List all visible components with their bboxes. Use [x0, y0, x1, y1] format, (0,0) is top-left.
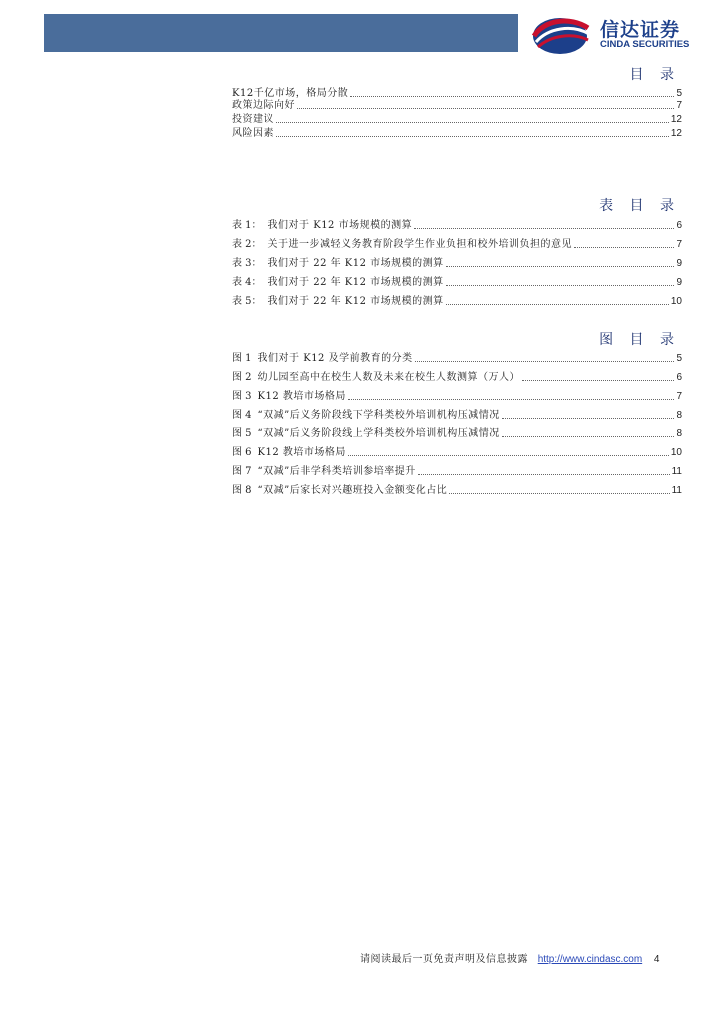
- table-toc-label: 我们对于 22 年 K12 市场规模的测算: [267, 296, 444, 307]
- leader-dots: [348, 399, 675, 400]
- table-toc-page: 9: [676, 277, 682, 288]
- table-toc-item[interactable]: [232, 216, 682, 232]
- figure-number: 图 1: [232, 353, 252, 364]
- table-toc-label: 我们对于 22 年 K12 市场规模的测算: [267, 258, 444, 269]
- leader-dots: [446, 304, 669, 305]
- leader-dots: [415, 361, 675, 362]
- toc-item-page: 7: [676, 100, 682, 111]
- leader-dots: [502, 436, 675, 437]
- figure-toc-label: “双减”后义务阶段线下学科类校外培训机构压减情况: [257, 410, 500, 421]
- toc-title: 目 录: [629, 67, 680, 83]
- figure-toc-item[interactable]: [232, 424, 682, 440]
- figure-number: 图 4: [232, 410, 252, 421]
- table-toc-label: 我们对于 K12 市场规模的测算: [267, 220, 413, 231]
- table-toc-page: 9: [676, 258, 682, 269]
- toc-item-page: 12: [670, 128, 682, 139]
- table-toc-item[interactable]: [232, 235, 682, 251]
- leader-dots: [418, 474, 670, 475]
- figure-toc-item[interactable]: [232, 443, 682, 459]
- leader-dots: [502, 418, 675, 419]
- table-toc-item[interactable]: [232, 254, 682, 270]
- tables-toc-title: 表 目 录: [599, 198, 680, 214]
- figure-toc-item[interactable]: [232, 349, 682, 365]
- table-number: 表 5：: [232, 296, 262, 307]
- leader-dots: [574, 247, 674, 248]
- figure-number: 图 7: [232, 466, 252, 477]
- leader-dots: [276, 136, 669, 137]
- website-link[interactable]: http://www.cindasc.com: [537, 954, 643, 965]
- figure-toc-page: 11: [671, 485, 682, 496]
- figure-toc-item[interactable]: [232, 368, 682, 384]
- table-toc-page: 7: [676, 239, 682, 250]
- disclaimer-text: 请阅读最后一页免责声明及信息披露: [360, 954, 528, 965]
- figure-number: 图 2: [232, 372, 252, 383]
- toc-item-label: K12千亿市场，格局分散: [232, 88, 349, 99]
- figure-toc-page: 5: [676, 353, 682, 364]
- table-toc-item[interactable]: [232, 292, 682, 308]
- figure-toc-item[interactable]: [232, 462, 682, 478]
- table-toc-item[interactable]: [232, 273, 682, 289]
- leader-dots: [446, 266, 675, 267]
- figure-toc-label: K12 教培市场格局: [257, 447, 346, 458]
- table-toc-page: 6: [676, 220, 682, 231]
- figure-number: 图 5: [232, 428, 252, 439]
- figure-toc-label: 我们对于 K12 及学前教育的分类: [257, 353, 413, 364]
- cinda-logo: [530, 14, 720, 56]
- table-number: 表 3：: [232, 258, 262, 269]
- table-number: 表 1：: [232, 220, 262, 231]
- figure-toc-label: K12 教培市场格局: [257, 391, 346, 402]
- table-number: 表 2：: [232, 239, 262, 250]
- figure-toc-label: “双减”后非学科类培训参培率提升: [257, 466, 416, 477]
- leader-dots: [297, 108, 674, 109]
- page-number: 4: [653, 954, 660, 965]
- figure-toc-item[interactable]: [232, 406, 682, 422]
- toc-item-label: 风险因素: [232, 128, 274, 139]
- leader-dots: [414, 228, 674, 229]
- figure-toc-page: 10: [670, 447, 682, 458]
- figure-number: 图 6: [232, 447, 252, 458]
- table-toc-label: 我们对于 22 年 K12 市场规模的测算: [267, 277, 444, 288]
- figure-toc-label: “双减”后家长对兴趣班投入金额变化占比: [257, 485, 448, 496]
- table-number: 表 4：: [232, 277, 262, 288]
- table-toc-label: 关于进一步减轻义务教育阶段学生作业负担和校外培训负担的意见: [267, 239, 573, 250]
- leader-dots: [446, 285, 675, 286]
- figure-toc-page: 8: [676, 428, 682, 439]
- leader-dots: [348, 455, 669, 456]
- figure-toc-label: “双减”后义务阶段线上学科类校外培训机构压减情况: [257, 428, 500, 439]
- figure-toc-label: 幼儿园至高中在校生人数及未来在校生人数测算（万人）: [257, 372, 521, 383]
- toc-item-label: 投资建议: [232, 114, 274, 125]
- cinda-emblem-icon: [530, 14, 592, 56]
- leader-dots: [276, 122, 669, 123]
- figure-number: 图 3: [232, 391, 252, 402]
- logo-chinese-text: 信达证券: [600, 19, 681, 41]
- figures-toc-title: 图 目 录: [599, 332, 680, 348]
- figure-number: 图 8: [232, 485, 252, 496]
- table-toc-page: 10: [670, 296, 682, 307]
- figure-toc-page: 11: [671, 466, 682, 477]
- header-bar: [44, 14, 518, 52]
- page-footer: [360, 950, 660, 965]
- leader-dots: [522, 380, 674, 381]
- figure-toc-page: 8: [676, 410, 682, 421]
- leader-dots: [449, 493, 669, 494]
- toc-item-label: 政策边际向好: [232, 100, 295, 111]
- figure-toc-page: 6: [676, 372, 682, 383]
- figure-toc-item[interactable]: [232, 387, 682, 403]
- figure-toc-item[interactable]: [232, 481, 682, 497]
- toc-item-page: 12: [670, 114, 682, 125]
- toc-item-page: 5: [676, 88, 682, 99]
- logo-english-text: CINDA SECURITIES: [600, 39, 690, 50]
- toc-item[interactable]: [232, 124, 682, 140]
- figure-toc-page: 7: [676, 391, 682, 402]
